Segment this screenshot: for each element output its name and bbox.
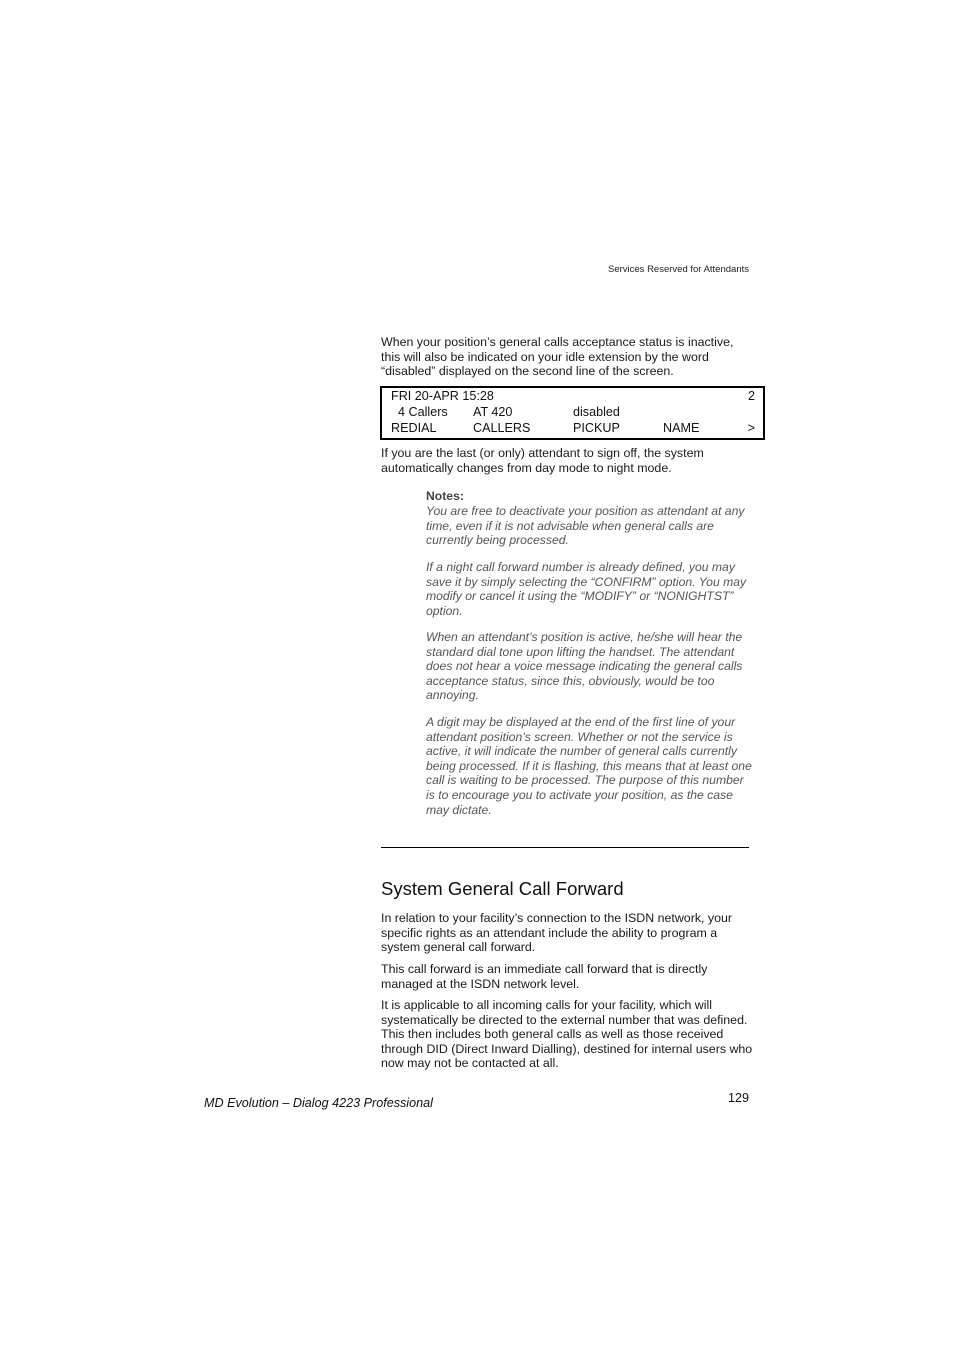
section-paragraph: It is applicable to all incoming calls for your facility, which will systematically be directed to the external number that was defined. This then includes both general calls as well as those received through DID (Direct Inward Dialling), destined for internal users who now may not be contacted at all. — [381, 998, 753, 1071]
footer-document-title: MD Evolution – Dialog 4223 Professional — [204, 1096, 433, 1110]
screen-datetime: FRI 20-APR 15:28 — [391, 389, 494, 403]
running-header: Services Reserved for Attendants — [608, 264, 749, 275]
section-paragraph: In relation to your facility’s connection to the ISDN network, your specific rights as an attendant include the ability to program a system general call forward. — [381, 911, 733, 955]
phone-screen-display — [380, 386, 765, 440]
screen-call-count-digit: 2 — [747, 389, 755, 403]
note-item: A digit may be displayed at the end of the first line of your attendant position’s screen. Whether or not the service is active, it will indicate the number of general calls currently being processed. If it is flashing, this means that at least one call is waiting to be processed. The purpose of this number is to encourage you to activate your position, as the case may dictate. — [426, 715, 752, 817]
note-item: If a night call forward number is already defined, you may save it by simply selecting the “CONFIRM” option. You may modify or cancel it using the “MODIFY” or “NONIGHTST” option. — [426, 560, 747, 618]
notes-block — [426, 489, 752, 504]
notes-title: Notes: — [426, 489, 464, 503]
screen-callers-count: 4 Callers — [398, 405, 448, 419]
screen-status-disabled: disabled — [573, 405, 620, 419]
section-paragraph: This call forward is an immediate call forward that is directly managed at the ISDN network level. — [381, 962, 708, 991]
note-item: You are free to deactivate your position as attendant at any time, even if it is not advisable when general calls are currently being processed. — [426, 504, 745, 548]
section-divider — [381, 847, 749, 848]
section-heading: System General Call Forward — [381, 878, 624, 899]
softkey-name: NAME — [663, 421, 700, 435]
signoff-paragraph: If you are the last (or only) attendant to sign off, the system automatically changes from day mode to night mode. — [381, 446, 704, 475]
softkey-more-arrow: > — [747, 421, 755, 435]
page-number: 129 — [727, 1091, 749, 1105]
intro-paragraph: When your position’s general calls acceptance status is inactive, this will also be indicated on your idle extension by the word “disabled” displayed on the second line of the screen. — [381, 335, 734, 379]
softkey-pickup: PICKUP — [573, 421, 620, 435]
note-item: When an attendant’s position is active, he/she will hear the standard dial tone upon lifting the handset. The attendant does not hear a voice message indicating the general calls acceptance status, since this, obviously, would be too annoying. — [426, 630, 743, 703]
softkey-callers: CALLERS — [473, 421, 531, 435]
screen-extension: AT 420 — [473, 405, 513, 419]
softkey-redial: REDIAL — [391, 421, 437, 435]
